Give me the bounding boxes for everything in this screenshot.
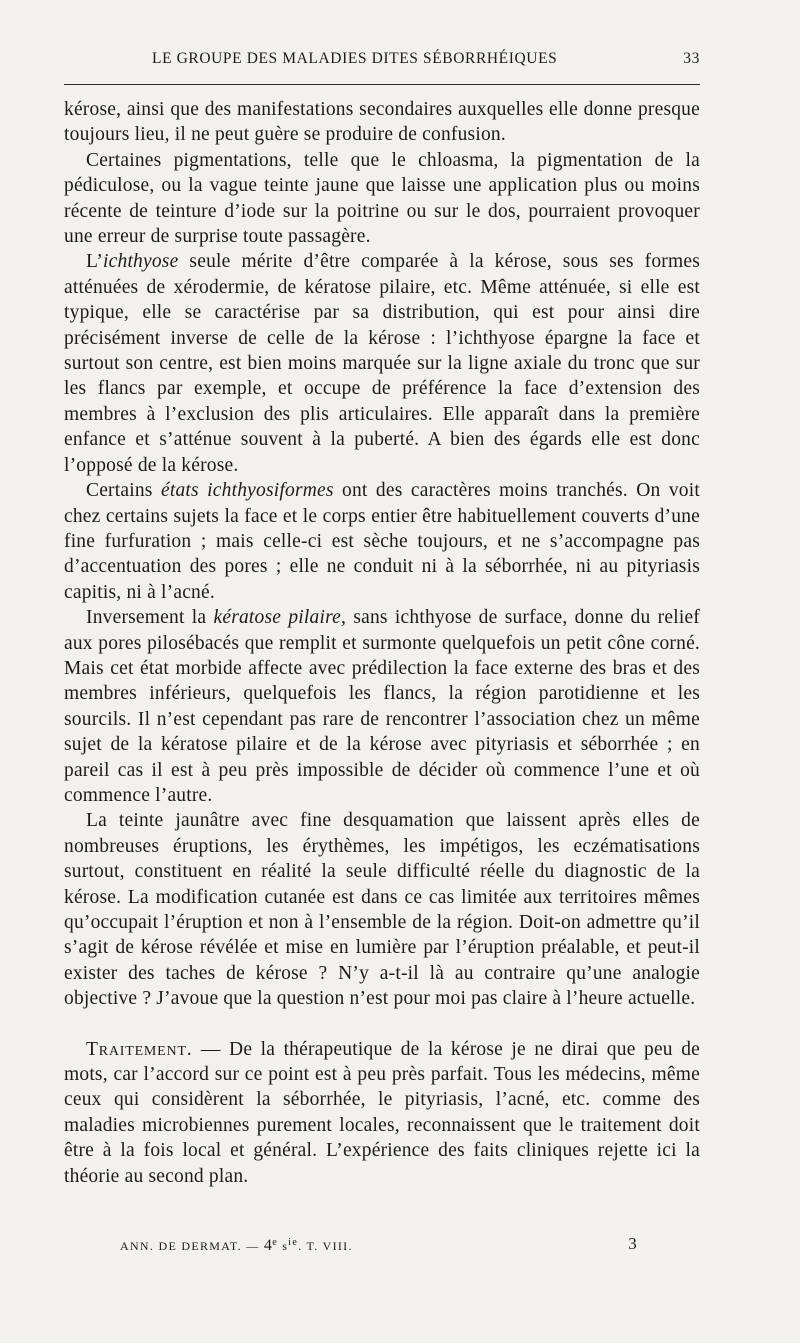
term-keratose-pilaire: kératose pilaire, [213,607,347,629]
paragraph-5-text: sans ichthyose de surface, donne du relief aux pores pilosébacés que remplit et surmonte quelquefois un petit cône corné. Mais cet état morbide affecte avec prédilection la face externe des bras et des membres inférieurs, quelquefois les flancs, la région parotidienne et les sourcils. Il n’est cependant pas rare de rencontrer l’association chez un même sujet de la kératose pilaire et de la kérose avec pityriasis et séborrhée ; en pareil cas il est à peu près impossible de décider où commence l’une et où commence l’autre. [64,607,700,806]
paragraph-traitement [64,1037,700,1189]
signature-journal: ANN. DE DERMAT. — [120,1239,264,1253]
signature-superscript-ie: ie [288,1237,299,1248]
signature-s: s [278,1239,289,1253]
term-etats-ichthyosiformes: états ichthyosiformes [160,480,334,502]
signature-mark [120,1237,353,1255]
signature-volume: . T. VIII. [298,1239,353,1253]
paragraph-5-lead: Inversement la [86,607,214,629]
paragraph-3-text: seule mérite d’être comparée à la kérose, sous ses formes atténuées de xérodermie, de kératose pilaire, etc. Même atténuée, si elle est typique, elle se caractérise par sa distribution, qui est pour ainsi dire précisément inverse de celle de la kérose : l’ichthyose épargne la face et surtout son centre, est bien moins marquée sur la ligne axiale du tronc que sur les flancs par exemple, et occupe de préférence la face d’extension des membres à l’exclusion des plis articulaires. Elle apparaît dans la première enfance et s’atténue souvent à la puberté. A bien des égards elle est donc l’opposé de la kérose. [64,251,700,476]
signature-superscript-e: e [272,1237,278,1248]
paragraph-4 [64,478,700,605]
term-ichthyose: ichthyose [103,251,179,273]
page-number: 33 [683,50,700,67]
body-text [64,97,700,1189]
paragraph-6: La teinte jaunâtre avec fine desquamation que laissent après elles de nombreuses éruptions, les érythèmes, les impétigos, les eczématisations surtout, constituent en réalité la seule difficulté réelle du diagnostic de la kérose. La modification cutanée est dans ce cas limitée aux territoires mêmes qu’occupait l’éruption et non à l’ensemble de la région. Doit-on admettre qu’il s’agit de kérose révélée et mise en lumière par l’éruption préalable, et peut-il exister des taches de kérose ? N’y a-t-il là au contraire qu’une analogie objective ? J’avoue que la question n’est pour moi pas claire à l’heure actuelle. [64,810,700,1010]
gathering-folio: 3 [628,1234,638,1253]
header-rule [64,84,700,85]
paragraph-3-lead: L’ [86,251,104,273]
paragraph-2: Certaines pigmentations, telle que le chloasma, la pigmentation de la pédiculose, ou la vague teinte jaune que laisse une application plus ou moins récente de teinture d’iode sur la poitrine ou sur le dos, pourraient provoquer une erreur de surprise toute passagère. [64,149,700,248]
paragraph-4-text: ont des caractères moins tranchés. On voit chez certains sujets la face et le corps entier être habituellement couverts d’une fine furfuration ; mais celle-ci est sèche toujours, et ne s’accompagne pas d’accentuation des pores ; elle ne conduit ni à la séborrhée, ni au pityriasis capitis, ni à l’acné. [64,480,700,603]
running-head [64,50,700,72]
page-footer [64,1234,700,1257]
signature-series-number: 4 [263,1237,273,1254]
paragraph-5 [64,605,700,808]
section-heading-traitement: Traitement. [86,1038,193,1060]
paragraph-4-lead: Certains [86,480,161,502]
paragraph-traitement-text: — De la thérapeutique de la kérose je ne dirai que peu de mots, car l’accord sur ce point est à peu près parfait. Tous les médecins, même ceux qui considèrent la séborrhée, le pityriasis, l’acné, etc. comme des maladies microbiennes purement locales, reconnaissent que le traitement doit être à la fois local et général. L’expérience des faits cliniques rejette ici la théorie au second plan. [64,1038,700,1187]
paragraph-3 [64,249,700,478]
paragraph-1: kérose, ainsi que des manifestations secondaires auxquelles elle donne presque toujours lieu, il ne peut guère se produire de confusion. [64,99,700,146]
running-title: LE GROUPE DES MALADIES DITES SÉBORRHÉIQUES [152,50,558,67]
